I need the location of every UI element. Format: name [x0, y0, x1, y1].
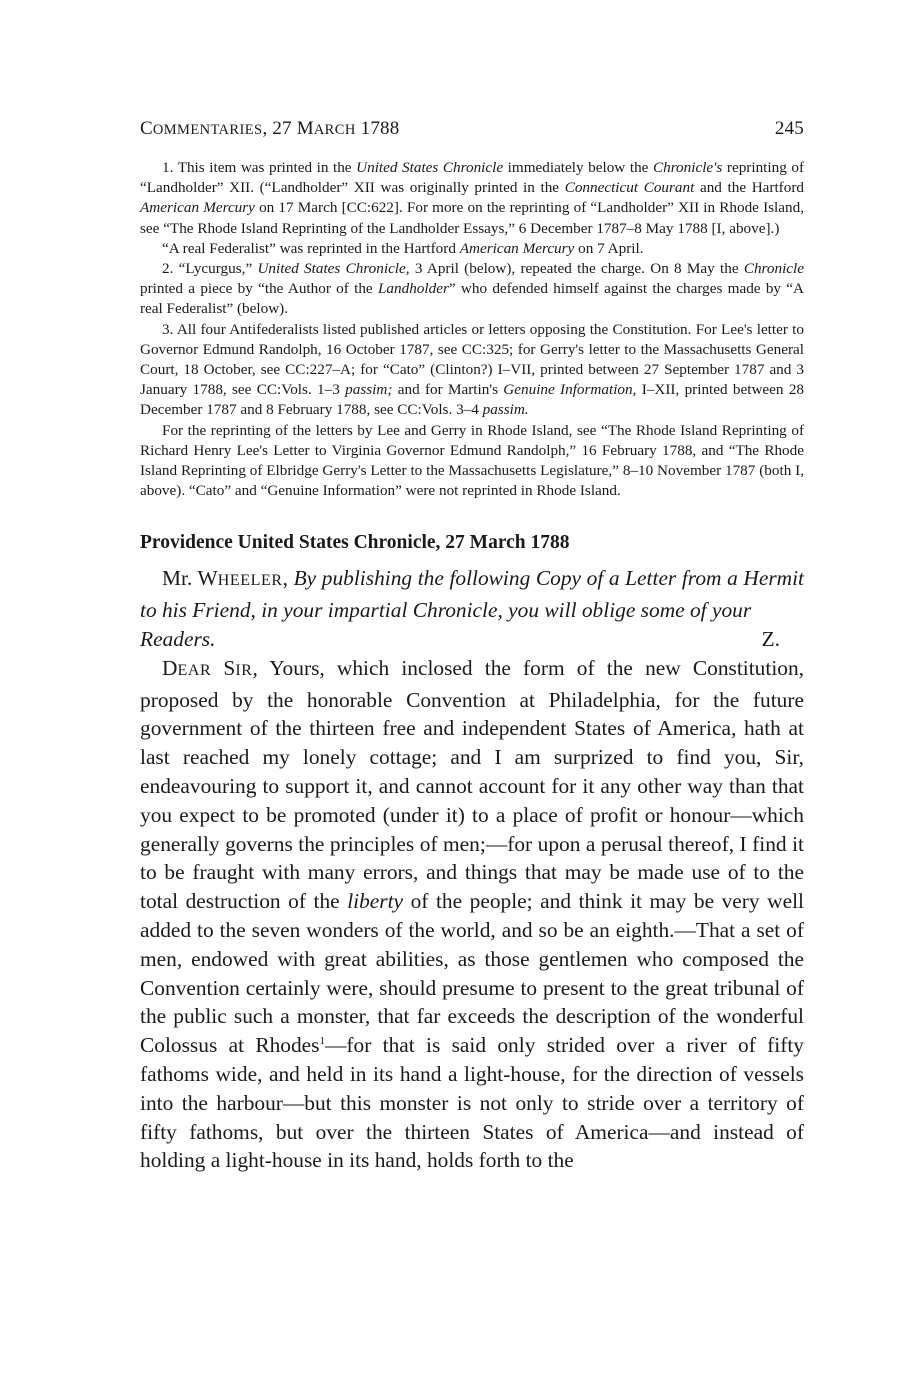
intro-signature-line: [140, 625, 804, 654]
page-number: 245: [774, 118, 804, 139]
signature-z: Z.: [761, 627, 780, 652]
note-2: 2. “Lycurgus,” United States Chronicle, 3 April (below), repeated the charge. On 8 May the Chronicle printed a piece by “the Author of the Landholder” who defended himself against the charges made by “A real Federalist” (below).: [140, 260, 805, 318]
running-title: COMMENTARIES, 27 MARCH 1788: [140, 118, 400, 139]
footnote-ref-1: 1: [319, 1035, 325, 1048]
note-3-continued: For the reprinting of the letters by Lee and Gerry in Rhode Island, see “The Rhode Island Reprinting of Richard Henry Lee's Letter to Virginia Governor Edmund Randolph,” 16 February 1788, and “The Rhode Island Reprinting of Elbridge Gerry's Letter to the Massachusetts Legislature,” 8–10 November 1787 (both I, above). “Cato” and “Genuine Information” were not reprinted in Rhode Island.: [140, 421, 804, 500]
letter-intro: Mr. WHEELER, By publishing the following Copy of a Letter from a Hermit to his Friend, in your impartial Chronicle, you will oblige some of your: [140, 566, 804, 623]
letter-paragraph: DEAR SIR, Yours, which inclosed the form of the new Constitution, proposed by the honorable Convention at Philadelphia, for the future government of the thirteen free and independent States of America, hath at last reached my lonely cottage; and I am surprized to find you, Sir, endeavouring to support it, and cannot account for it any other way than that you expect to be promoted (under it) to a place of profit or honour—which generally governs the principles of men;—for upon a perusal thereof, I find it to be fraught with many errors, and things that may be made use of to the total destruction of the liberty of the people; and think it may be very well added to the seven wonders of the world, and so be an eighth.—That a set of men, endowed with great abilities, as those gentlemen who composed the Convention certainly were, should presume to present to the great tribunal of the public such a monster, that far exceeds the description of the wonderful Colossus at Rhodes$^1$—for that is said only strided over a river of fifty fathoms wide, and held in its hand a light-house, for the direction of vessels into the harbour—but this monster is not only to stride over a territory of fifty fathoms, but over the thirteen States of America—and instead of holding a light-house in its hand, holds forth to the: [140, 655, 804, 1173]
note-1-continued: “A real Federalist” was reprinted in the Hartford American Mercury on 7 April.: [162, 239, 644, 257]
note-3: 3. All four Antifederalists listed published articles or letters opposing the Constitution. For Lee's letter to Governor Edmund Randolph, 16 October 1787, see CC:325; for Gerry's letter to the Massachusetts General Court, 18 October, see CC:227–A; for “Cato” (Clinton?) I–VII, printed between 27 September 1787 and 3 January 1788, see CC:Vols. 1–3 passim; and for Martin's Genuine Information, I–XII, printed between 28 December 1787 and 8 February 1788, see CC:Vols. 3–4 passim.: [140, 320, 805, 419]
footnotes: [140, 158, 804, 501]
letter-body: [140, 564, 804, 1175]
readers-word: Readers.: [140, 627, 216, 652]
section-title: Providence United States Chronicle, 27 March 1788: [140, 532, 570, 554]
page: [140, 118, 804, 1175]
note-1: 1. This item was printed in the United States Chronicle immediately below the Chronicle's reprinting of “Landholder” XII. (“Landholder” XII was originally printed in the Connecticut Courant and the Hartford American Mercury on 17 March [CC:622]. For more on the reprinting of “Landholder” XII in Rhode Island, see “The Rhode Island Reprinting of the Landholder Essays,” 6 December 1787–8 May 1788 [I, above].): [140, 159, 805, 237]
running-head: [140, 118, 804, 140]
